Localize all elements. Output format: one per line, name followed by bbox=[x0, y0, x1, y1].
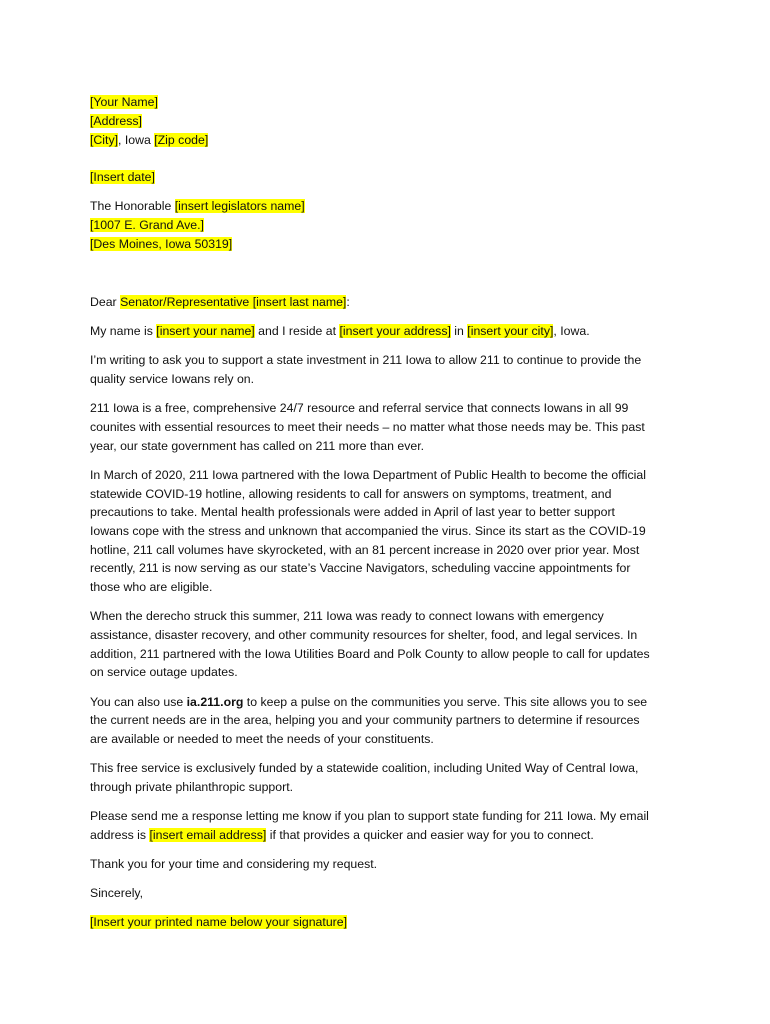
paragraph-5-line: the current needs are in the area, helping you and your community partners to determine if resources bbox=[90, 713, 640, 727]
recipient-prefix: The Honorable bbox=[90, 199, 175, 213]
sender-city: [City] bbox=[90, 133, 119, 147]
paragraph-2-line: year, our state government has called on 211 more than ever. bbox=[90, 439, 425, 453]
intro-your-city: [insert your city] bbox=[467, 324, 554, 338]
recipient-city-line bbox=[90, 235, 232, 254]
email-placeholder: [insert email address] bbox=[149, 828, 267, 842]
sender-zip: [Zip code] bbox=[154, 133, 209, 147]
signature-line bbox=[90, 913, 347, 932]
paragraph-7-line: Please send me a response letting me know if you plan to support state funding for 211 Iowa. My email bbox=[90, 809, 649, 823]
paragraph-1-line: quality service Iowans rely on. bbox=[90, 372, 255, 386]
sender-city-line bbox=[90, 131, 208, 150]
intro-your-address: [insert your address] bbox=[339, 324, 451, 338]
signature-placeholder: [Insert your printed name below your signature] bbox=[90, 915, 348, 929]
letter-date: [Insert date] bbox=[90, 170, 155, 184]
paragraph-3-line: Iowans cope with the stress and unknown that accompanied the virus. Since its start as the COVID-19 bbox=[90, 524, 646, 538]
paragraph-1-line: I’m writing to ask you to support a state investment in 211 Iowa to allow 211 to continue to provide the bbox=[90, 353, 642, 367]
paragraph-2-line: counites with essential resources to meet their needs – no matter what those needs may be. This past bbox=[90, 420, 645, 434]
sender-address-line bbox=[90, 112, 142, 131]
paragraph-6-line: This free service is exclusively funded by a statewide coalition, including United Way of Central Iowa, bbox=[90, 761, 639, 775]
paragraph-5-line: You can also use ia.211.org to keep a pulse on the communities you serve. This site allows you to see bbox=[90, 695, 648, 709]
website-link[interactable]: ia.211.org bbox=[186, 695, 244, 709]
paragraph-4-line: assistance, disaster recovery, and other community resources for shelter, food, and legal services. In bbox=[90, 628, 638, 642]
paragraph-3-line: hotline, 211 call volumes have skyrocketed, with an 81 percent increase in 2020 over prior year. Most bbox=[90, 543, 640, 557]
paragraph-3-line: statewide COVID-19 hotline, allowing residents to call for answers on symptoms, treatment, and bbox=[90, 487, 612, 501]
paragraph-3-line: precautions to take. Mental health professionals were added in April of last year to better support bbox=[90, 505, 615, 519]
sender-name: [Your Name] bbox=[90, 95, 158, 109]
salutation-name: Senator/Representative [insert last name] bbox=[120, 295, 347, 309]
paragraph-4-line: on service outage updates. bbox=[90, 665, 238, 679]
paragraph-5-line: are available or needed to meet the needs of your constituents. bbox=[90, 732, 434, 746]
recipient-city: [Des Moines, Iowa 50319] bbox=[90, 237, 233, 251]
paragraph-3-line: In March of 2020, 211 Iowa partnered with the Iowa Department of Public Health to become the official bbox=[90, 468, 646, 482]
intro-paragraph: My name is [insert your name] and I reside at [insert your address] in [insert your city], Iowa. bbox=[90, 324, 590, 338]
paragraph-4-line: When the derecho struck this summer, 211 Iowa was ready to connect Iowans with emergency bbox=[90, 609, 604, 623]
paragraph-3-line: those who are eligible. bbox=[90, 580, 213, 594]
recipient-name-line bbox=[90, 197, 305, 216]
date-line bbox=[90, 168, 155, 187]
sender-address: [Address] bbox=[90, 114, 142, 128]
paragraph-3-line: recently, 211 is now serving as our state’s Vaccine Navigators, scheduling vaccine appointments for bbox=[90, 561, 631, 575]
paragraph-4-line: addition, 211 partnered with the Iowa Utilities Board and Polk County to allow people to call for updates bbox=[90, 647, 650, 661]
paragraph-2-line: 211 Iowa is a free, comprehensive 24/7 resource and referral service that connects Iowans in all 99 bbox=[90, 401, 629, 415]
paragraph-6-line: through private philanthropic support. bbox=[90, 780, 294, 794]
paragraph-7-line: address is [insert email address] if that provides a quicker and easier way for you to connect. bbox=[90, 828, 594, 842]
intro-your-name: [insert your name] bbox=[156, 324, 255, 338]
closing-line: Sincerely, bbox=[90, 886, 144, 900]
sender-name-line bbox=[90, 93, 158, 112]
thanks-line: Thank you for your time and considering my request. bbox=[90, 857, 378, 871]
salutation: Dear Senator/Representative [insert last name]: bbox=[90, 295, 350, 309]
sender-state: , Iowa bbox=[118, 133, 155, 147]
recipient-name: [insert legislators name] bbox=[174, 199, 305, 213]
recipient-street: [1007 E. Grand Ave.] bbox=[90, 218, 204, 232]
recipient-street-line bbox=[90, 216, 204, 235]
